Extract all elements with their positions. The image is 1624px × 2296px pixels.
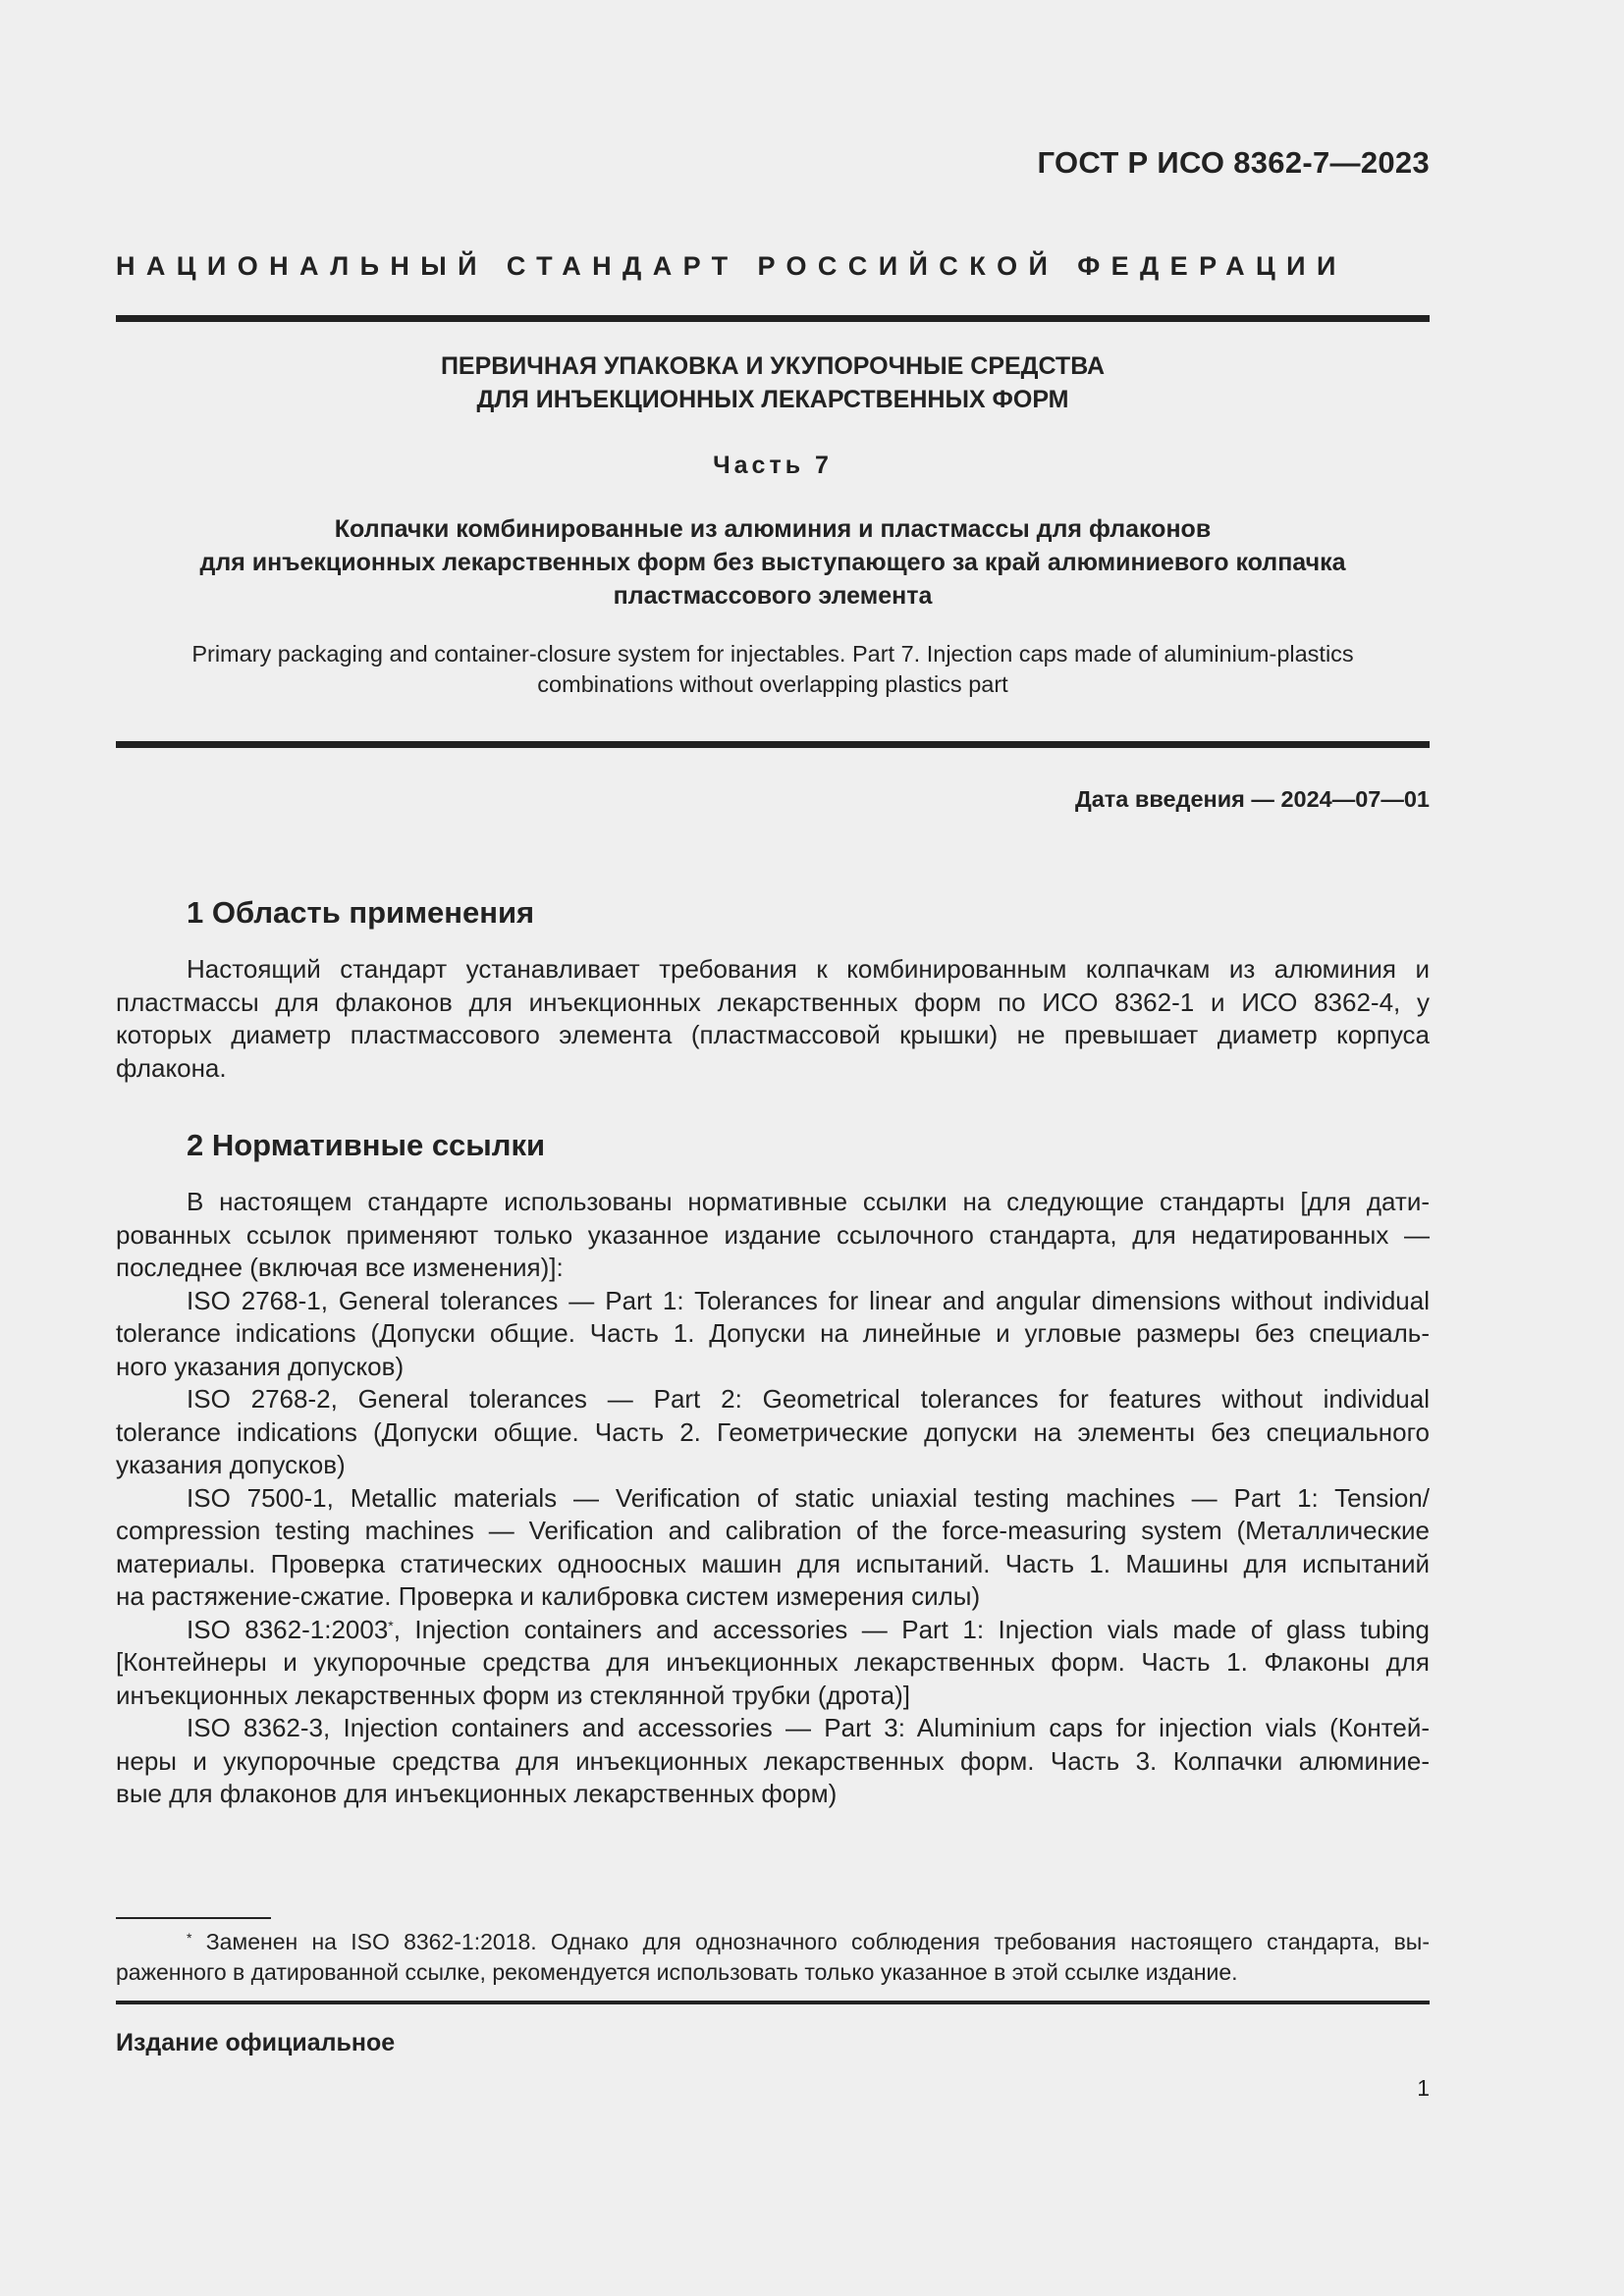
page-number: 1	[1417, 2075, 1430, 2101]
footer-rule	[116, 2001, 1430, 2004]
english-title: Primary packaging and container-closure system for injectables. Part 7. Injection caps made of aluminium-plastics combinations without overlapping plastics part	[191, 641, 1354, 697]
reference-iso-7500-1: ISO 7500-1, Metallic materials — Verification of static uniaxial testing machines — Part 1: Tension/ compression testing machines — Verification and calibration of the force-measuring system (Металлические материалы. Проверка статических одноосных машин для испытаний. Часть 1. Машины для испытаний на растяжение-сжатие. Проверка и калибровка систем измерения силы)	[116, 1482, 1430, 1611]
section-2-heading: 2 Нормативные ссылки	[187, 1128, 546, 1162]
main-title: ПЕРВИЧНАЯ УПАКОВКА И УКУПОРОЧНЫЕ СРЕДСТВА ДЛЯ ИНЪЕКЦИОННЫХ ЛЕКАРСТВЕННЫХ ФОРМ	[440, 352, 1106, 413]
official-edition-label: Издание официальное	[116, 2029, 396, 2056]
footnote: * Заменен на ISO 8362-1:2018. Однако для однозначного соблюдения требования настоящего стандарта, вы- раженного в датированной ссылке, рекомендуется использовать только указанное в этой ссылке издание.	[116, 1929, 1431, 1985]
title-bottom-rule	[116, 741, 1430, 748]
part-label: Часть 7	[713, 452, 833, 479]
footnote-separator	[116, 1917, 271, 1919]
top-rule	[116, 315, 1430, 322]
footnote-marker: *	[187, 1930, 192, 1946]
document-code: ГОСТ Р ИСО 8362-7—2023	[1037, 145, 1430, 180]
reference-iso-2768-2: ISO 2768-2, General tolerances — Part 2: Geometrical tolerances for features without individual tolerance indications (Допуски общие. Часть 2. Геометрические допуски на элементы без специального указания допусков)	[116, 1384, 1430, 1479]
subtitle: Колпачки комбинированные из алюминия и пластмассы для флаконов для инъекционных лекарственных форм без выступающего за край алюминиевого колпачка пластмассового элемента	[199, 515, 1346, 610]
section-2-intro: В настоящем стандарте использованы нормативные ссылки на следующие стандарты [для дати- рованных ссылок применяют только указанное издание ссылочного стандарта, для недатированных — последнее (включая все изменения)]:	[116, 1187, 1430, 1282]
reference-iso-8362-3: ISO 8362-3, Injection containers and accessories — Part 3: Aluminium caps for injection vials (Контей- неры и укупорочные средства для инъекционных лекарственных форм. Часть 3. Колпачки алюминие- вые для флаконов для инъекционных лекарственных форм)	[116, 1713, 1430, 1808]
section-1-heading: 1 Область применения	[187, 895, 535, 930]
section-1-body: Настоящий стандарт устанавливает требования к комбинированным колпачкам из алюминия и пластмассы для флаконов для инъекционных лекарственных форм по ИСО 8362-1 и ИСО 8362-4, у которых диаметр пластмассового элемента (пластмассовой крышки) не превышает диаметр корпуса флакона.	[116, 954, 1430, 1083]
section-2-body	[116, 1186, 1430, 1811]
footnote-marker: *	[388, 1617, 394, 1633]
national-standard-heading: НАЦИОНАЛЬНЫЙ СТАНДАРТ РОССИЙСКОЙ ФЕДЕРАЦИИ	[116, 251, 1347, 281]
reference-iso-2768-1: ISO 2768-1, General tolerances — Part 1: Tolerances for linear and angular dimensions without individual tolerance indications (Допуски общие. Часть 1. Допуски на линейные и угловые размеры без специаль- ного указания допусков)	[116, 1285, 1430, 1381]
reference-iso-8362-1: ISO 8362-1:2003*, Injection containers and accessories — Part 1: Injection vials made of glass tubing [Контейнеры и укупорочные средства для инъекционных лекарственных форм. Часть 1. Флаконы для инъекционных лекарственных форм из стеклянной трубки (дрота)]	[116, 1614, 1430, 1710]
introduction-date: Дата введения — 2024—07—01	[1074, 786, 1430, 812]
